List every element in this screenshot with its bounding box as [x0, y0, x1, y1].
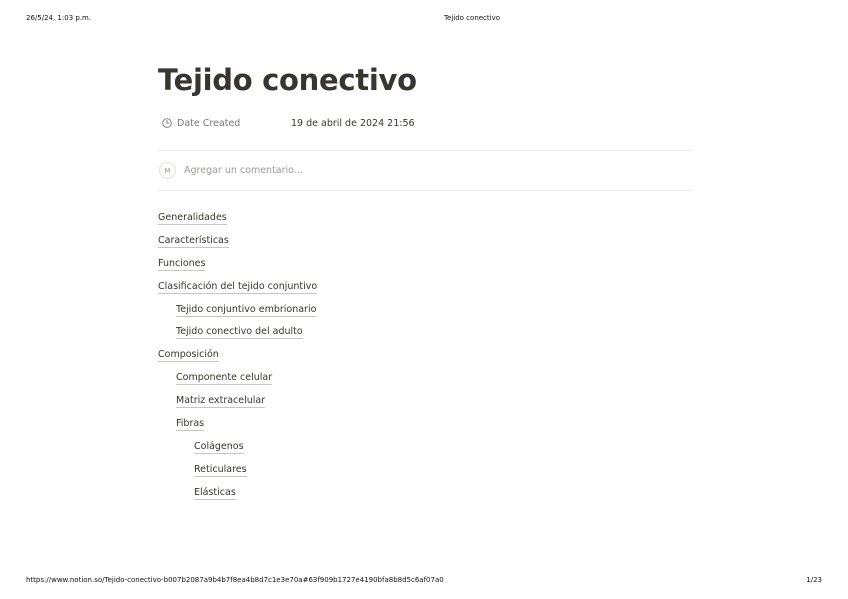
- toc-link[interactable]: Tejido conectivo del adulto: [176, 326, 303, 338]
- toc-item-funciones[interactable]: [158, 253, 692, 276]
- comment-row[interactable]: [158, 151, 692, 190]
- print-url: https://www.notion.so/Tejido-conectivo-b007b2087a9b4b7f8ea4b8d7c1e3e70a#63f909b1727e4190bfa8b8d5c6af07a0: [26, 576, 444, 584]
- toc-item-composicion[interactable]: [158, 344, 692, 367]
- property-value: 19 de abril de 2024 21:56: [291, 117, 415, 129]
- toc-link[interactable]: Funciones: [158, 257, 206, 269]
- clock-icon: [162, 118, 172, 128]
- toc-link[interactable]: Componente celular: [176, 372, 273, 384]
- toc-link[interactable]: Generalidades: [158, 211, 227, 223]
- toc-item-colagenos[interactable]: [158, 436, 692, 459]
- notion-page: [158, 58, 692, 521]
- table-of-contents: [158, 207, 692, 505]
- toc-item-clasificacion[interactable]: [158, 276, 692, 299]
- print-page-number: 1/23: [806, 576, 822, 584]
- toc-item-generalidades[interactable]: [158, 207, 692, 230]
- property-name: [158, 118, 291, 129]
- avatar: M: [159, 162, 176, 179]
- toc-link[interactable]: Clasificación del tejido conjuntivo: [158, 280, 318, 292]
- print-header: [0, 14, 848, 26]
- toc-item-componente-celular[interactable]: [158, 367, 692, 390]
- property-label: Date Created: [177, 117, 241, 129]
- toc-link[interactable]: Características: [158, 234, 229, 246]
- toc-item-fibras[interactable]: [158, 413, 692, 436]
- toc-item-reticulares[interactable]: [158, 459, 692, 482]
- toc-link[interactable]: Tejido conjuntivo embrionario: [176, 303, 317, 315]
- toc-item-elasticas[interactable]: [158, 482, 692, 505]
- property-date-created[interactable]: [158, 113, 692, 133]
- comment-input[interactable]: Agregar un comentario...: [184, 165, 303, 176]
- toc-item-matriz-extracelular[interactable]: [158, 390, 692, 413]
- toc-item-tejido-embrionario[interactable]: [158, 299, 692, 322]
- toc-item-tejido-adulto[interactable]: [158, 321, 692, 344]
- divider: [158, 190, 692, 191]
- toc-link[interactable]: Composición: [158, 349, 219, 361]
- toc-link[interactable]: Fibras: [176, 417, 205, 429]
- print-date: 26/5/24, 1:03 p.m.: [26, 14, 92, 22]
- toc-link[interactable]: Elásticas: [194, 486, 236, 498]
- toc-link[interactable]: Colágenos: [194, 440, 244, 452]
- print-doc-name: Tejido conectivo: [443, 14, 501, 22]
- toc-link[interactable]: Matriz extracelular: [176, 395, 266, 407]
- toc-item-caracteristicas[interactable]: [158, 230, 692, 253]
- page-title: Tejido conectivo: [158, 63, 417, 97]
- toc-link[interactable]: Reticulares: [194, 463, 247, 475]
